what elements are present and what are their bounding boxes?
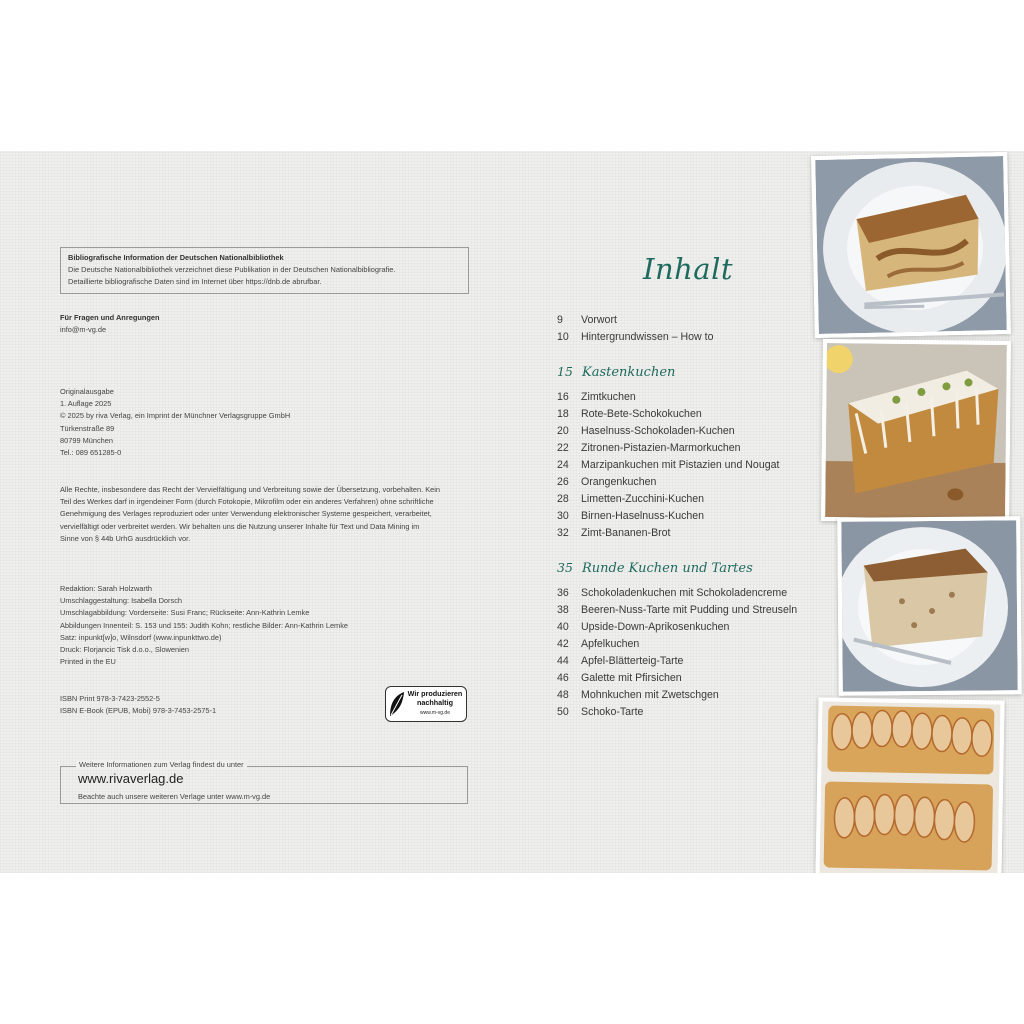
contact-heading: Für Fragen und Anregungen	[60, 313, 160, 322]
toc-section-label: Runde Kuchen und Tartes	[582, 561, 753, 576]
rights-line: Teil des Werkes darf in irgendeiner Form (durch Fotokopie, Mikrofilm oder ein anderes Verfahren) ohne schriftliche	[60, 497, 434, 507]
toc-entry	[557, 314, 617, 326]
credits-line: Umschlagabbildung: Vorderseite: Susi Franc; Rückseite: Ann-Kathrin Lemke	[60, 608, 310, 618]
isbn-ebook: ISBN E-Book (EPUB, Mobi) 978-3-7453-2575-1	[60, 706, 217, 716]
toc-entry	[557, 493, 704, 505]
toc-entry-label: Zimtkuchen	[581, 391, 636, 403]
rights-line: vervielfältigt oder verbreitet werden. Wir behalten uns die Nutzung unserer Inhalte für Text und Data Mining im	[60, 521, 420, 531]
toc-entry	[557, 655, 683, 667]
photo-pistachio-loaf	[821, 339, 1011, 523]
toc-page-number: 28	[557, 493, 569, 505]
bibliographic-line: Detaillierte bibliografische Daten sind im Internet über https://dnb.de abrufbar.	[68, 277, 322, 286]
toc-page-number: 36	[557, 587, 569, 599]
credits-line: Umschlaggestaltung: Isabella Dorsch	[60, 596, 183, 606]
toc-entry	[557, 706, 643, 718]
toc-page-number: 32	[557, 527, 569, 539]
rights-line: Alle Rechte, insbesondere das Recht der Vervielfältigung und Verbreitung sowie der Übersetzung, vorbehalten. Kein	[60, 485, 441, 494]
credits-line: Abbildungen Innenteil: S. 153 und 155: Judith Kohn; restliche Bilder: Ann-Kathrin Lemke	[60, 620, 349, 630]
toc-entry-label: Limetten-Zucchini-Kuchen	[581, 493, 705, 505]
toc-entry	[557, 604, 797, 616]
isbn-block	[60, 693, 216, 717]
logo-url: www.m-vg.de	[419, 710, 450, 716]
publisher-note: Beachte auch unsere weiteren Verlage unter www.m-vg.de	[78, 792, 271, 801]
toc-entry-label: Zimt-Bananen-Brot	[581, 527, 671, 539]
credits-line: Redaktion: Sarah Holzwarth	[60, 584, 153, 593]
toc-entry	[557, 476, 656, 488]
toc-entry	[557, 510, 704, 522]
toc-section-label: Kastenkuchen	[582, 365, 676, 380]
toc-entry-label: Upside-Down-Aprikosenkuchen	[581, 621, 730, 633]
toc-page-number: 16	[557, 391, 569, 403]
toc-section-heading	[557, 363, 675, 381]
credits-line: Satz: inpunkt[w]o, Wilnsdorf (www.inpunkttwo.de)	[60, 632, 222, 642]
photo-apple-tart	[815, 697, 1004, 873]
toc-entry-label: Orangenkuchen	[581, 476, 657, 488]
toc-title: Inhalt	[643, 252, 734, 286]
toc-page-number: 26	[557, 476, 569, 488]
toc-page-number: 38	[557, 604, 569, 616]
sustainability-logo	[385, 686, 467, 722]
toc-page-number: 30	[557, 510, 569, 522]
rights-line: Genehmigung des Verlages reproduziert oder unter Verwendung elektronischer Systeme gespeichert, verarbeitet,	[60, 509, 432, 519]
toc-page-number: 50	[557, 706, 569, 718]
toc-page-number: 40	[557, 621, 569, 633]
toc-page-number: 48	[557, 689, 569, 701]
leaf-icon	[388, 690, 406, 718]
toc-entry	[557, 391, 636, 403]
edition-line: Türkenstraße 89	[60, 423, 115, 433]
toc-page-number: 44	[557, 655, 569, 667]
toc-entry	[557, 638, 639, 650]
isbn-print: ISBN Print 978-3-7423-2552-5	[60, 694, 160, 703]
credits-line: Druck: Florjancic Tisk d.o.o., Slowenien	[60, 645, 189, 655]
toc-entry	[557, 425, 735, 437]
publisher-info-box	[60, 760, 468, 804]
edition-line: Originalausgabe	[60, 387, 114, 396]
toc-entry	[557, 689, 719, 701]
toc-entry	[557, 527, 671, 539]
toc-page-number: 46	[557, 672, 569, 684]
edition-line: 80799 München	[60, 435, 114, 445]
toc-page-number: 20	[557, 425, 569, 437]
toc-entry	[557, 621, 729, 633]
toc-page-number: 22	[557, 442, 569, 454]
toc-section-page: 15	[557, 364, 573, 379]
edition-line: 1. Auflage 2025	[60, 399, 112, 409]
toc-section-page: 35	[557, 560, 573, 575]
toc-entry-label: Rote-Bete-Schokokuchen	[581, 408, 702, 420]
toc-entry-label: Apfelkuchen	[581, 638, 640, 650]
photo-banana-bread-slice	[837, 516, 1022, 696]
credits-block	[60, 583, 348, 668]
toc-entry-label: Haselnuss-Schokoladen-Kuchen	[581, 425, 735, 437]
publisher-legend: Weitere Informationen zum Verlag findest du unter	[76, 760, 247, 769]
rights-line: Sinne von § 44b UrhG ausdrücklich vor.	[60, 533, 191, 543]
toc-entry-label: Galette mit Pfirsichen	[581, 672, 682, 684]
logo-line-1: Wir produzieren	[407, 689, 463, 698]
toc-entry-label: Hintergrundwissen – How to	[581, 331, 714, 343]
contact-email: info@m-vg.de	[60, 325, 107, 335]
logo-line-2: nachhaltig	[417, 697, 453, 707]
toc-entry-label: Schokoladenkuchen mit Schokoladencreme	[581, 587, 788, 599]
edition-line: Tel.: 089 651285-0	[60, 448, 122, 458]
toc-page-number: 42	[557, 638, 569, 650]
toc-page-number: 24	[557, 459, 569, 471]
toc-page-number: 18	[557, 408, 569, 420]
toc-entry	[557, 587, 787, 599]
bibliographic-line: Die Deutsche Nationalbibliothek verzeichnet diese Publikation in der Deutschen Nationalbibliografie.	[68, 265, 396, 274]
edition-line: © 2025 by riva Verlag, ein Imprint der Münchner Verlagsgruppe GmbH	[60, 411, 291, 421]
toc-entry-label: Marzipankuchen mit Pistazien und Nougat	[581, 459, 780, 471]
toc-entry	[557, 459, 779, 471]
toc-entry-label: Apfel-Blätterteig-Tarte	[581, 655, 684, 667]
credits-line: Printed in the EU	[60, 657, 116, 667]
bibliographic-heading: Bibliografische Information der Deutschen Nationalbibliothek	[68, 253, 284, 262]
photo-cinnamon-loaf-slice	[811, 152, 1011, 338]
publisher-url[interactable]: www.rivaverlag.de	[78, 771, 184, 786]
toc-entry	[557, 331, 713, 343]
toc-entry-label: Birnen-Haselnuss-Kuchen	[581, 510, 705, 522]
edition-block	[60, 386, 290, 459]
toc-page-number: 10	[557, 331, 569, 343]
rights-notice	[60, 484, 468, 545]
toc-entry	[557, 672, 682, 684]
logo-text	[406, 690, 464, 707]
book-spread	[0, 151, 1024, 873]
toc-entry	[557, 442, 741, 454]
contact-block	[60, 312, 160, 336]
toc-entry-label: Vorwort	[581, 314, 617, 326]
toc-entry-label: Zitronen-Pistazien-Marmorkuchen	[581, 442, 741, 454]
toc-entry	[557, 408, 702, 420]
toc-entry-label: Beeren-Nuss-Tarte mit Pudding und Streuseln	[581, 604, 798, 616]
toc-section-heading	[557, 559, 753, 577]
bibliographic-info-box	[60, 247, 469, 294]
toc-page-number: 9	[557, 314, 563, 326]
toc-entry-label: Mohnkuchen mit Zwetschgen	[581, 689, 719, 701]
toc-entry-label: Schoko-Tarte	[581, 706, 644, 718]
